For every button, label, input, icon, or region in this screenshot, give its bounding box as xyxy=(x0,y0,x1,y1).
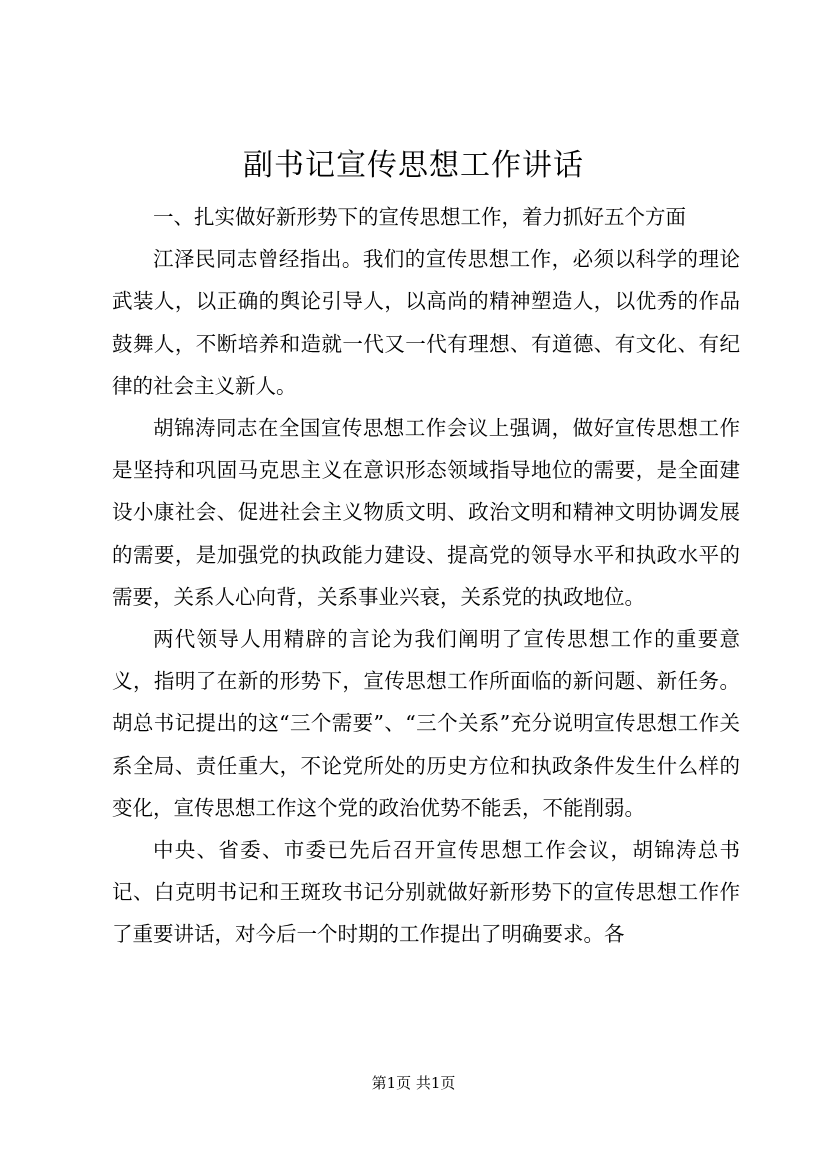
paragraph: 中央、省委、市委已先后召开宣传思想工作会议，胡锦涛总书记、白克明书记和王斑玫书记分别就做好新形势下的宣传思想工作作了重要讲话，对今后一个时期的工作提出了明确要求。各 xyxy=(112,838,740,947)
section-heading: 一、扎实做好新形势下的宣传思想工作，着力抓好五个方面 xyxy=(153,205,686,229)
paragraph: 两代领导人用精辟的言论为我们阐明了宣传思想工作的重要意义，指明了在新的形势下，宣传思想工作所面临的新问题、新任务。胡总书记提出的这“三个需要”、“三个关系”充分说明宣传思想工作关系全局、责任重大，不论党所处的历史方位和执政条件发生什么样的变化，宣传思想工作这个党的政治优势不能丢，不能削弱。 xyxy=(112,627,740,820)
paragraph: 江泽民同志曾经指出。我们的宣传思想工作，必须以科学的理论武装人，以正确的舆论引导人，以高尚的精神塑造人，以优秀的作品鼓舞人，不断培养和造就一代又一代有理想、有道德、有文化、有纪律的社会主义新人。 xyxy=(112,247,740,398)
document-body xyxy=(112,196,740,956)
page-footer: 第1页 共1页 xyxy=(371,1074,456,1092)
document-title: 副书记宣传思想工作讲话 xyxy=(243,148,584,183)
paragraph: 胡锦涛同志在全国宣传思想工作会议上强调，做好宣传思想工作是坚持和巩固马克思主义在意识形态领域指导地位的需要，是全面建设小康社会、促进社会主义物质文明、政治文明和精神文明协调发展的需要，是加强党的执政能力建设、提高党的领导水平和执政水平的需要，关系人心向背，关系事业兴衰，关系党的执政地位。 xyxy=(112,416,740,609)
